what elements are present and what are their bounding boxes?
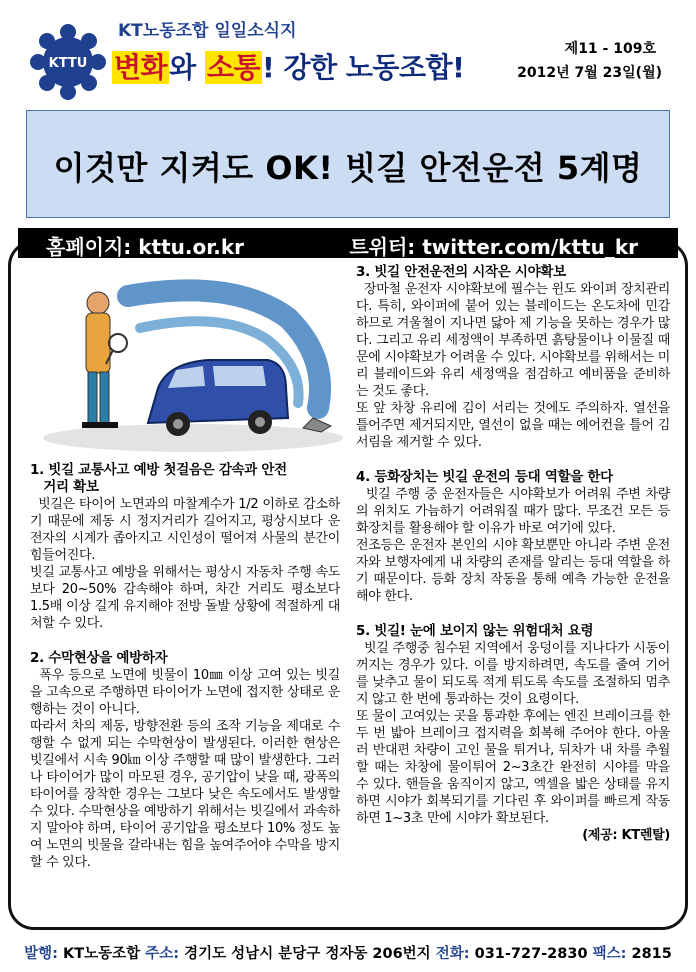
section-2-title: 2. 수막현상을 예방하자 <box>30 650 168 666</box>
section-3-title: 3. 빗길 안전운전의 시작은 시야확보 <box>356 264 566 280</box>
slogan-and: 와 <box>169 51 205 84</box>
newsletter-subtitle: KT노동조합 일일소식지 <box>118 21 297 41</box>
left-column <box>30 462 340 871</box>
slogan-communication: 소통 <box>206 51 261 84</box>
section-5-body: 빗길 주행중 침수된 지역에서 웅덩이를 지나다가 시동이 꺼지는 경우가 있다. 이를 방지하려면, 속도를 줄여 기어를 낮추고 물이 되도록 적게 튀도록 속도를 조절하되 멈추지 않고 한 번에 통과하는 것이 요령이다. 또 물이 고여있는 곳을 통과한 후에는 엔진 브레이크를 한 두 번 밟아 브레이크 접지력을 회복해 주어야 한다. 아울러 반대편 차량이 고인 물을 튀거나, 뒤차가 내 차를 추월할 때는 차창에 물이튀어 2~3초간 완전히 시야를 막을 수 있다. 핸들을 움직이지 않고, 엑셀을 밟은 상태를 유지하면 시야가 회복되기를 기다린 후 와이퍼를 빠르게 작동하면 1~3초 만에 시야가 확보된다. <box>356 641 670 826</box>
slogan <box>112 46 464 86</box>
kttu-logo-icon <box>28 22 108 102</box>
section-4 <box>356 469 670 605</box>
section-3 <box>356 264 670 451</box>
section-1-body: 빗길은 타이어 노면과의 마찰계수가 1/2 이하로 감소하기 때문에 제동 시 정지거리가 길어지고, 평상시보다 운전자의 시계가 좁아지고 시인성이 떨어져 사물의 분간이 힘들어진다. 빗길 교통사고 예방을 위해서는 평상시 자동차 주행 속도보다 20~50% 감속해야 하며, 차간 거리도 평소보다 1.5배 이상 길게 유지해야 전방 돌발 상황에 적절하게 대처할 수 있다. <box>30 497 340 631</box>
homepage-link[interactable]: 홈페이지: kttu.or.kr <box>46 235 245 259</box>
phone: 031-727-2830 <box>474 946 588 962</box>
newsletter-header <box>0 0 696 100</box>
slogan-change: 변화 <box>114 51 168 84</box>
headline: 이것만 지켜도 OK! 빗길 안전운전 5계명 <box>53 149 643 187</box>
right-column <box>356 264 670 844</box>
headline-box <box>26 110 670 218</box>
footer <box>0 942 696 963</box>
publisher: KT노동조합 <box>63 946 141 962</box>
credit: (제공: KT렌탈) <box>582 828 670 843</box>
section-2-body: 폭우 등으로 노면에 빗물이 10㎜ 이상 고여 있는 빗길을 고속으로 주행하면 타이어가 노면에 접지한 상태로 운행하는 것이 아니다. 따라서 차의 제동, 방향전환 등의 조작 기능을 제대로 수행할 수 없게 되는 수막현상이 발생된다. 이러한 현상은 빗길에서 시속 90㎞ 이상 주행할 때 많이 발생한다. 그러나 타이어가 많이 마모된 경우, 공기압이 낮을 때, 광폭의 타이어를 장착한 경우는 그보다 낮은 속도에서도 발생할 수 있다. 수막현상을 예방하기 위해서는 빗길에서 과속하지 말아야 하며, 타이어 공기압을 평소보다 10% 정도 높여 노면의 빗물을 갈라내는 힘을 높여주어야 수막을 방지할 수 있다. <box>30 668 340 870</box>
section-4-title: 4. 등화장치는 빗길 운전의 등대 역할을 한다 <box>356 469 613 485</box>
wiper-car-illustration <box>18 268 348 458</box>
logo-text: KTTU <box>48 56 88 71</box>
section-1-title: 1. 빗길 교통사고 예방 첫걸음은 감속과 안전 거리 확보 <box>30 462 287 495</box>
section-5 <box>356 623 670 844</box>
section-5-title: 5. 빗길! 눈에 보이지 않는 위험대처 요령 <box>356 623 594 639</box>
section-2 <box>30 650 340 871</box>
section-1 <box>30 462 340 632</box>
section-4-body: 빗길 주행 중 운전자들은 시야확보가 어려워 주변 차량의 위치도 가늠하기 어려워질 때가 많다. 무조건 모든 등화장치를 활용해야 할 이유가 바로 여기에 있다. 전조등은 운전자 본인의 시야 확보뿐만 아니라 주변 운전자와 보행자에게 내 차량의 존재를 알리는 등대 역할을 하기 때문이다. 등화 장치 작동을 통해 예측 가능한 운전을 해야 한다. <box>356 487 670 604</box>
address-label: 주소: <box>145 946 180 962</box>
issue-date: 2012년 7월 23일(월) <box>517 65 662 81</box>
address: 경기도 성남시 분당구 정자동 206번지 <box>184 946 431 962</box>
fax-label: 팩스: <box>592 946 627 962</box>
info-bar <box>18 228 678 258</box>
phone-label: 전화: <box>435 946 470 962</box>
slogan-strong-union: ! 강한 노동조합! <box>262 51 465 84</box>
section-3-body: 장마철 운전자 시야확보에 필수는 윈도 와이퍼 장치관리다. 특히, 와이퍼에 붙어 있는 블레이드는 온도차에 민감하므로 겨울철이 지나면 닳아 제 기능을 못하는 경우가 많다. 그리고 유리 세정액이 부족하면 흙탕물이나 이물질 때문에 시야확보가 어려울 수 있다. 시야확보를 위해서는 미리 블레이드와 유리 세정액을 점검하고 예비품을 준비하는 것도 좋다. 또 앞 차창 유리에 김이 서리는 것에도 주의하자. 열선을 틀어주면 제거되지만, 열선이 없을 때는 에어컨을 틀어 김서림을 제거할 수 있다. <box>356 282 670 450</box>
publisher-label: 발행: <box>24 946 58 962</box>
fax: 2815 <box>631 946 672 962</box>
twitter-link[interactable]: 트위터: twitter.com/kttu_kr <box>349 235 638 259</box>
issue-number: 제11 - 109호 <box>564 41 656 57</box>
